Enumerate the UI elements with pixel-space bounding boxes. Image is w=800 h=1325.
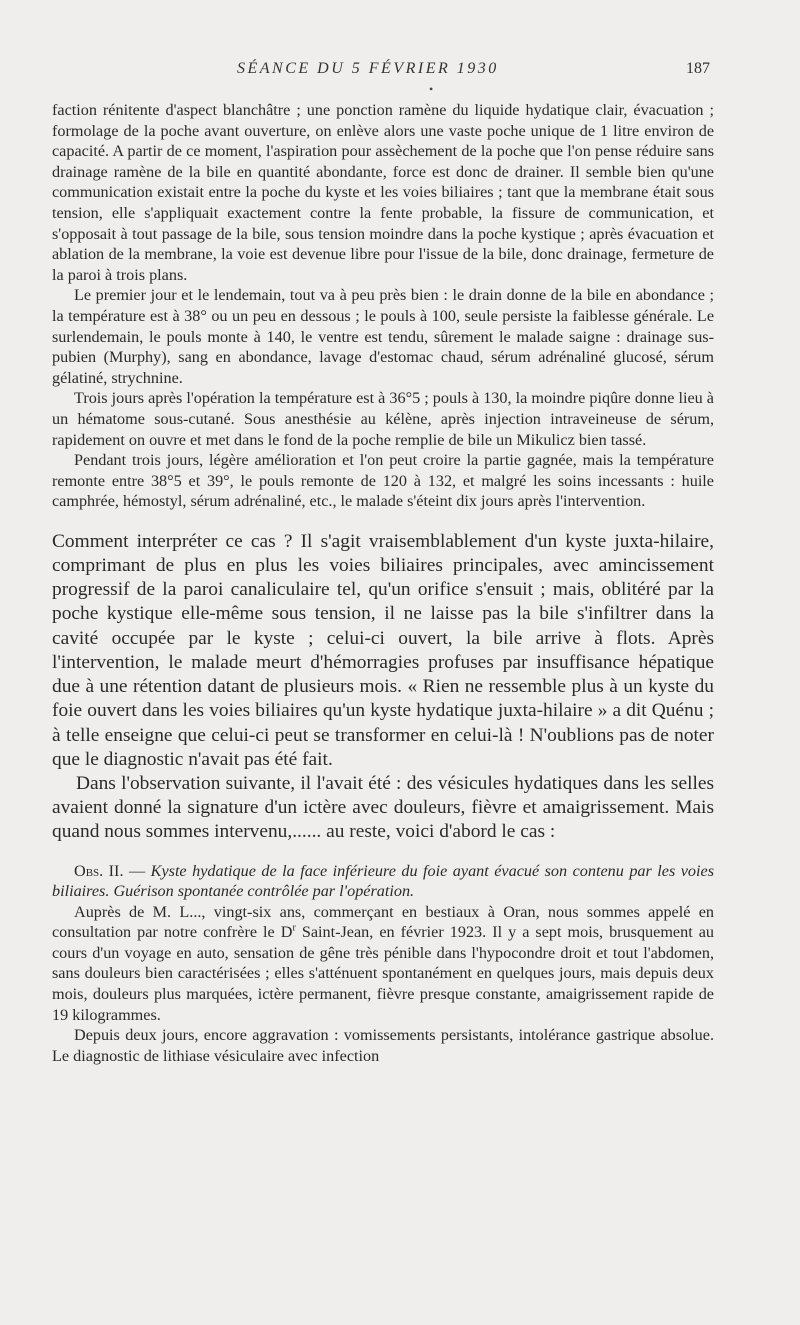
running-header — [52, 60, 710, 96]
text-run: Saint-Jean, en février 1923. Il y a sept mois, brusquement au cours d'un voyage en auto, sensation de gêne très pénible dans l'hypocondre droit et tout l'abdomen, sans douleurs bien caractérisées ; elles s'atténuent spontanément en quelques jours, mais depuis deux mois, douleurs plus marquées, ictère permanent, fièvre presque constante, amaigrissement rapide de 19 kilogrammes. — [52, 923, 714, 1024]
paragraph: Pendant trois jours, légère amélioration et l'on peut croire la partie gagnée, mais la température remonte entre 38°5 et 39°, le pouls remonte de 120 à 132, et malgré les soins incessants : huile camphrée, hémostyl, sérum adrénaliné, etc., le malade s'éteint dix jours après l'intervention. — [52, 451, 714, 511]
page-body — [52, 100, 714, 1066]
discussion — [52, 530, 714, 845]
paragraph: Depuis deux jours, encore aggravation : vomissements persistants, intolérance gastrique absolue. Le diagnostic de lithiase vésiculaire avec infection — [52, 1026, 714, 1065]
paragraph: Le premier jour et le lendemain, tout va à peu près bien : le drain donne de la bile en abondance ; la température est à 38° ou un peu en dessous ; le pouls à 100, seule persiste la faiblesse générale. Le surlendemain, le pouls monte à 140, le ventre est tendu, sûrement le malade saigne : drainage sus-pubien (Murphy), sang en abondance, lavage d'estomac chaud, sérum adrénaliné glucosé, sérum gélatiné, strychnine. — [52, 286, 714, 387]
case-narrative — [52, 100, 714, 512]
superscript: r — [292, 922, 296, 934]
running-title: SÉANCE DU 5 FÉVRIER 1930 — [237, 60, 499, 77]
observation-heading — [52, 861, 714, 902]
paragraph: Trois jours après l'opération la température est à 36°5 ; pouls à 130, la moindre piqûre donne lieu à un hématome sous-cutané. Sous anesthésie au kélène, après injection intraveineuse de sérum, rapidement on ouvre et met dans le fond de la poche remplie de bile un Mikulicz bien tassé. — [52, 389, 714, 449]
observation-section — [52, 861, 714, 1067]
paragraph: Comment interpréter ce cas ? Il s'agit vraisemblablement d'un kyste juxta-hilaire, comprimant de plus en plus les voies biliaires principales, avec amincissement progressif de la paroi canaliculaire tel, qu'un orifice s'ensuit ; mais, oblitéré par la poche kystique elle-même sous tension, il ne laisse pas la bile s'infiltrer dans la cavité occupée par le kyste ; celui-ci ouvert, la bile arrive à flots. Après l'intervention, le malade meurt d'hémorragies profuses par insuffisance hépatique due à une rétention datant de plusieurs mois. « Rien ne ressemble plus à un kyste du foie ouvert dans les voies biliaires qu'un kyste hydatique juxta-hilaire » a dit Quénu ; à telle enseigne que celui-ci peut se transformer en celui-là ! N'oublions pas de noter que le diagnostic n'avait pas été fait. — [52, 530, 714, 770]
header-ornament: • — [429, 82, 434, 96]
page-number: 187 — [686, 60, 710, 77]
text-run: Auprès de M. L..., vingt-six ans, commerçant en bestiaux à Oran, nous sommes appelé en consultation par notre confrère le D — [52, 902, 714, 942]
observation-label: Obs. II. — [74, 861, 124, 880]
observation-title: Kyste hydatique de la face inférieure du foie ayant évacué son contenu par les voies biliaires. Guérison spontanée contrôlée par l'opération. — [52, 861, 715, 901]
paragraph: faction rénitente d'aspect blanchâtre ; une ponction ramène du liquide hydatique clair, évacuation ; formolage de la poche avant ouverture, on enlève alors une vaste poche unique de 1 litre environ de capacité. A partir de ce moment, l'aspiration pour assèchement de la poche que l'on pense réduire sans drainage ramène de la bile en quantité abondante, force est donc de drainer. Il semble bien qu'une communication existait entre la poche du kyste et les voies biliaires ; tant que la membrane était sous tension, elle s'appliquait exactement contre la fente probable, la fissure de communication, et s'opposait à tout passage de la bile, sous tension moindre dans la poche kystique ; après évacuation et ablation de la membrane, la voie est devenue libre pour l'issue de la bile, donc drainage, fermeture de la paroi à trois plans. — [52, 101, 714, 284]
paragraph — [52, 902, 714, 1026]
paragraph: Dans l'observation suivante, il l'avait été : des vésicules hydatiques dans les selles avaient donné la signature d'un ictère avec douleurs, fièvre et amaigrissement. Mais quand nous sommes intervenu,...... au reste, voici d'abord le cas : — [52, 772, 714, 843]
observation-dash: — — [123, 861, 151, 880]
